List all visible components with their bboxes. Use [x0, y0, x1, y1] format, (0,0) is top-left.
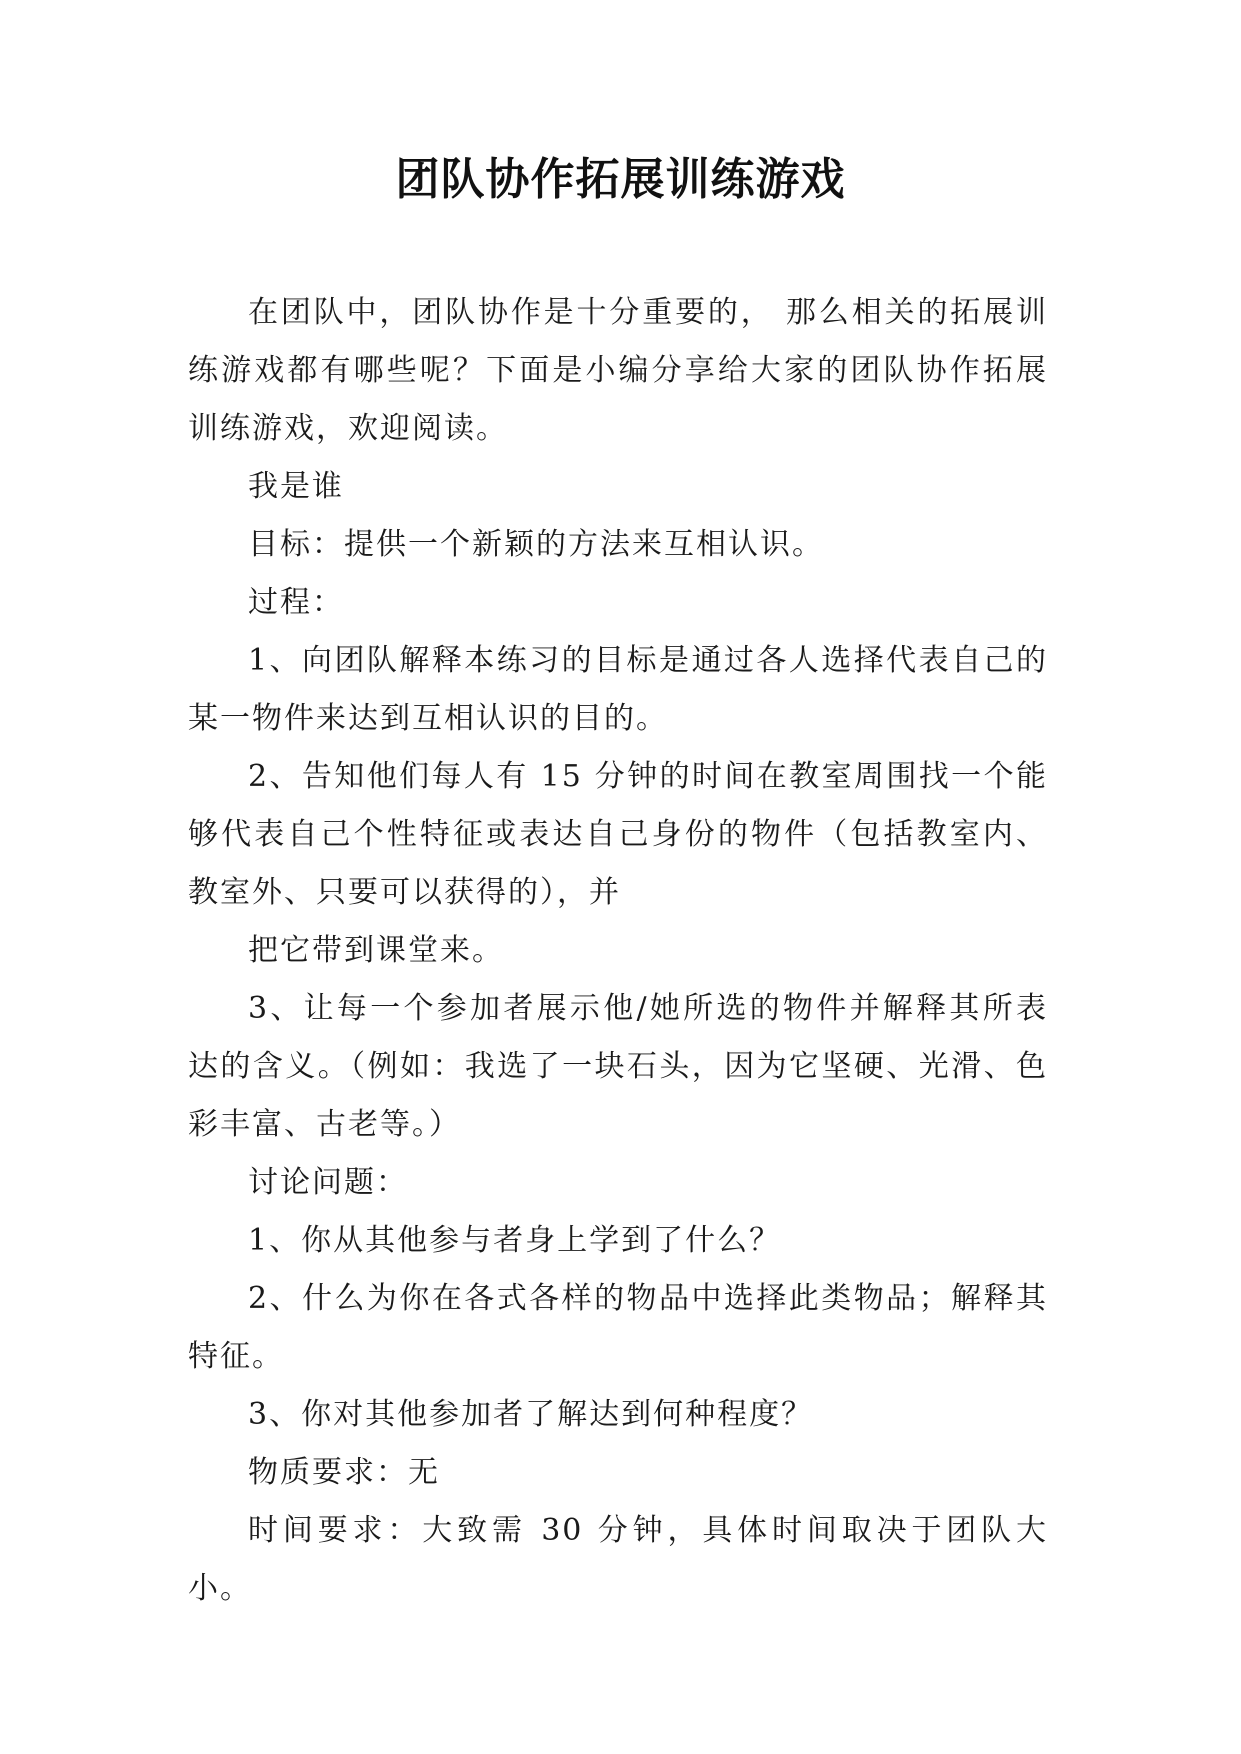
intro-paragraph: 在团队中，团队协作是十分重要的， 那么相关的拓展训练游戏都有哪些呢？下面是小编分享给大家的团队协作拓展训练游戏，欢迎阅读。 [188, 295, 1048, 446]
material-requirement: 物质要求：无 [248, 1455, 440, 1490]
document-title: 团队协作拓展训练游戏 [395, 154, 846, 205]
process-step-1: 1、向团队解释本练习的目标是通过各人选择代表自己的某一物件来达到互相认识的目的。 [188, 643, 1048, 736]
process-step-2-continued: 把它带到课堂来。 [248, 933, 504, 968]
discussion-question-3: 3、你对其他参加者了解达到何种程度？ [248, 1397, 814, 1432]
document-body [188, 284, 1048, 1618]
discussion-question-2: 2、什么为你在各式各样的物品中选择此类物品；解释其特征。 [188, 1281, 1048, 1374]
time-requirement: 时间要求：大致需 30 分钟，具体时间取决于团队大小。 [188, 1513, 1048, 1606]
section-heading-who-am-i: 我是谁 [248, 469, 344, 504]
process-step-3: 3、让每一个参加者展示他/她所选的物件并解释其所表达的含义。（例如：我选了一块石头，因为它坚硬、光滑、色彩丰富、古老等。） [188, 991, 1048, 1142]
discussion-question-1: 1、你从其他参与者身上学到了什么？ [248, 1223, 782, 1258]
goal-line: 目标：提供一个新颖的方法来互相认识。 [248, 527, 824, 562]
process-heading: 过程： [248, 585, 344, 620]
discussion-heading: 讨论问题： [248, 1165, 408, 1200]
process-step-2: 2、告知他们每人有 15 分钟的时间在教室周围找一个能够代表自己个性特征或表达自己身份的物件（包括教室内、教室外、只要可以获得的），并 [188, 759, 1048, 910]
